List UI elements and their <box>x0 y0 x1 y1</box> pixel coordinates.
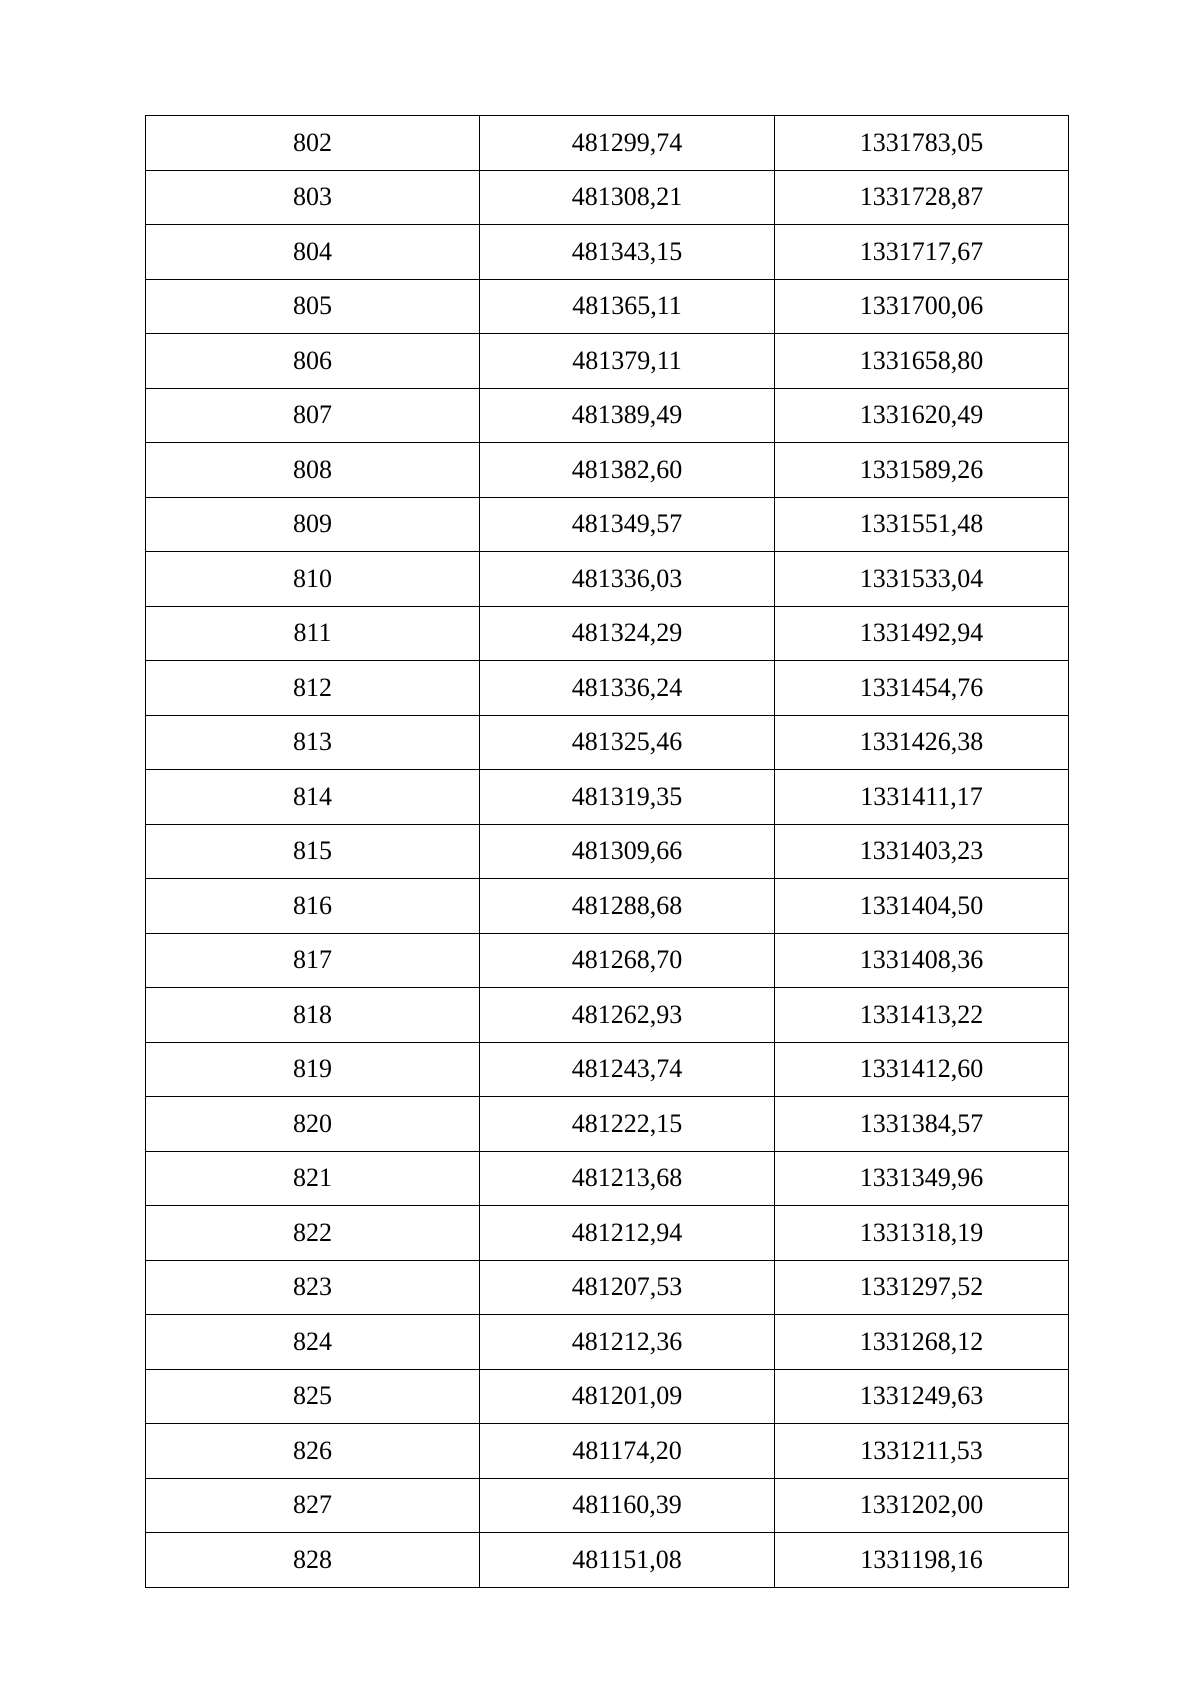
table-row <box>146 661 1069 716</box>
y-coordinate-cell: 1331297,52 <box>775 1260 1069 1315</box>
point-number-cell: 808 <box>146 443 480 498</box>
point-number-cell: 802 <box>146 116 480 171</box>
table-row <box>146 443 1069 498</box>
table-row <box>146 116 1069 171</box>
y-coordinate-cell: 1331717,67 <box>775 225 1069 280</box>
point-number-cell: 809 <box>146 497 480 552</box>
table-row <box>146 1533 1069 1588</box>
y-coordinate-cell: 1331211,53 <box>775 1424 1069 1479</box>
y-coordinate-cell: 1331492,94 <box>775 606 1069 661</box>
point-number-cell: 804 <box>146 225 480 280</box>
table-row <box>146 1206 1069 1261</box>
y-coordinate-cell: 1331349,96 <box>775 1151 1069 1206</box>
y-coordinate-cell: 1331700,06 <box>775 279 1069 334</box>
table-row <box>146 824 1069 879</box>
x-coordinate-cell: 481212,36 <box>480 1315 775 1370</box>
x-coordinate-cell: 481299,74 <box>480 116 775 171</box>
x-coordinate-cell: 481365,11 <box>480 279 775 334</box>
x-coordinate-cell: 481243,74 <box>480 1042 775 1097</box>
x-coordinate-cell: 481319,35 <box>480 770 775 825</box>
point-number-cell: 816 <box>146 879 480 934</box>
point-number-cell: 826 <box>146 1424 480 1479</box>
point-number-cell: 803 <box>146 170 480 225</box>
y-coordinate-cell: 1331202,00 <box>775 1478 1069 1533</box>
table-row <box>146 1424 1069 1479</box>
point-number-cell: 805 <box>146 279 480 334</box>
x-coordinate-cell: 481160,39 <box>480 1478 775 1533</box>
x-coordinate-cell: 481207,53 <box>480 1260 775 1315</box>
x-coordinate-cell: 481268,70 <box>480 933 775 988</box>
table-row <box>146 225 1069 280</box>
table-row <box>146 1315 1069 1370</box>
x-coordinate-cell: 481222,15 <box>480 1097 775 1152</box>
point-number-cell: 807 <box>146 388 480 443</box>
table-row <box>146 334 1069 389</box>
y-coordinate-cell: 1331403,23 <box>775 824 1069 879</box>
y-coordinate-cell: 1331384,57 <box>775 1097 1069 1152</box>
y-coordinate-cell: 1331658,80 <box>775 334 1069 389</box>
table-row <box>146 1097 1069 1152</box>
x-coordinate-cell: 481336,24 <box>480 661 775 716</box>
table-row <box>146 988 1069 1043</box>
point-number-cell: 820 <box>146 1097 480 1152</box>
y-coordinate-cell: 1331533,04 <box>775 552 1069 607</box>
y-coordinate-cell: 1331412,60 <box>775 1042 1069 1097</box>
table-row <box>146 388 1069 443</box>
table-row <box>146 933 1069 988</box>
point-number-cell: 817 <box>146 933 480 988</box>
x-coordinate-cell: 481325,46 <box>480 715 775 770</box>
y-coordinate-cell: 1331408,36 <box>775 933 1069 988</box>
point-number-cell: 810 <box>146 552 480 607</box>
x-coordinate-cell: 481382,60 <box>480 443 775 498</box>
y-coordinate-cell: 1331268,12 <box>775 1315 1069 1370</box>
y-coordinate-cell: 1331198,16 <box>775 1533 1069 1588</box>
x-coordinate-cell: 481201,09 <box>480 1369 775 1424</box>
y-coordinate-cell: 1331728,87 <box>775 170 1069 225</box>
point-number-cell: 814 <box>146 770 480 825</box>
coordinates-table <box>145 115 1069 1588</box>
coordinates-table-body <box>146 116 1069 1588</box>
y-coordinate-cell: 1331589,26 <box>775 443 1069 498</box>
table-row <box>146 879 1069 934</box>
x-coordinate-cell: 481174,20 <box>480 1424 775 1479</box>
table-row <box>146 1151 1069 1206</box>
x-coordinate-cell: 481324,29 <box>480 606 775 661</box>
y-coordinate-cell: 1331411,17 <box>775 770 1069 825</box>
x-coordinate-cell: 481262,93 <box>480 988 775 1043</box>
point-number-cell: 823 <box>146 1260 480 1315</box>
point-number-cell: 828 <box>146 1533 480 1588</box>
x-coordinate-cell: 481343,15 <box>480 225 775 280</box>
y-coordinate-cell: 1331413,22 <box>775 988 1069 1043</box>
point-number-cell: 811 <box>146 606 480 661</box>
x-coordinate-cell: 481309,66 <box>480 824 775 879</box>
x-coordinate-cell: 481288,68 <box>480 879 775 934</box>
point-number-cell: 822 <box>146 1206 480 1261</box>
x-coordinate-cell: 481349,57 <box>480 497 775 552</box>
table-row <box>146 1478 1069 1533</box>
y-coordinate-cell: 1331426,38 <box>775 715 1069 770</box>
y-coordinate-cell: 1331620,49 <box>775 388 1069 443</box>
table-row <box>146 170 1069 225</box>
x-coordinate-cell: 481336,03 <box>480 552 775 607</box>
point-number-cell: 818 <box>146 988 480 1043</box>
point-number-cell: 827 <box>146 1478 480 1533</box>
point-number-cell: 824 <box>146 1315 480 1370</box>
point-number-cell: 821 <box>146 1151 480 1206</box>
y-coordinate-cell: 1331454,76 <box>775 661 1069 716</box>
table-row <box>146 715 1069 770</box>
y-coordinate-cell: 1331404,50 <box>775 879 1069 934</box>
x-coordinate-cell: 481151,08 <box>480 1533 775 1588</box>
x-coordinate-cell: 481213,68 <box>480 1151 775 1206</box>
table-row <box>146 1260 1069 1315</box>
x-coordinate-cell: 481308,21 <box>480 170 775 225</box>
point-number-cell: 819 <box>146 1042 480 1097</box>
table-row <box>146 770 1069 825</box>
table-row <box>146 552 1069 607</box>
point-number-cell: 806 <box>146 334 480 389</box>
x-coordinate-cell: 481389,49 <box>480 388 775 443</box>
y-coordinate-cell: 1331318,19 <box>775 1206 1069 1261</box>
point-number-cell: 813 <box>146 715 480 770</box>
x-coordinate-cell: 481212,94 <box>480 1206 775 1261</box>
y-coordinate-cell: 1331551,48 <box>775 497 1069 552</box>
x-coordinate-cell: 481379,11 <box>480 334 775 389</box>
table-row <box>146 1369 1069 1424</box>
table-row <box>146 606 1069 661</box>
point-number-cell: 815 <box>146 824 480 879</box>
point-number-cell: 825 <box>146 1369 480 1424</box>
table-row <box>146 279 1069 334</box>
y-coordinate-cell: 1331249,63 <box>775 1369 1069 1424</box>
y-coordinate-cell: 1331783,05 <box>775 116 1069 171</box>
table-row <box>146 1042 1069 1097</box>
table-row <box>146 497 1069 552</box>
point-number-cell: 812 <box>146 661 480 716</box>
